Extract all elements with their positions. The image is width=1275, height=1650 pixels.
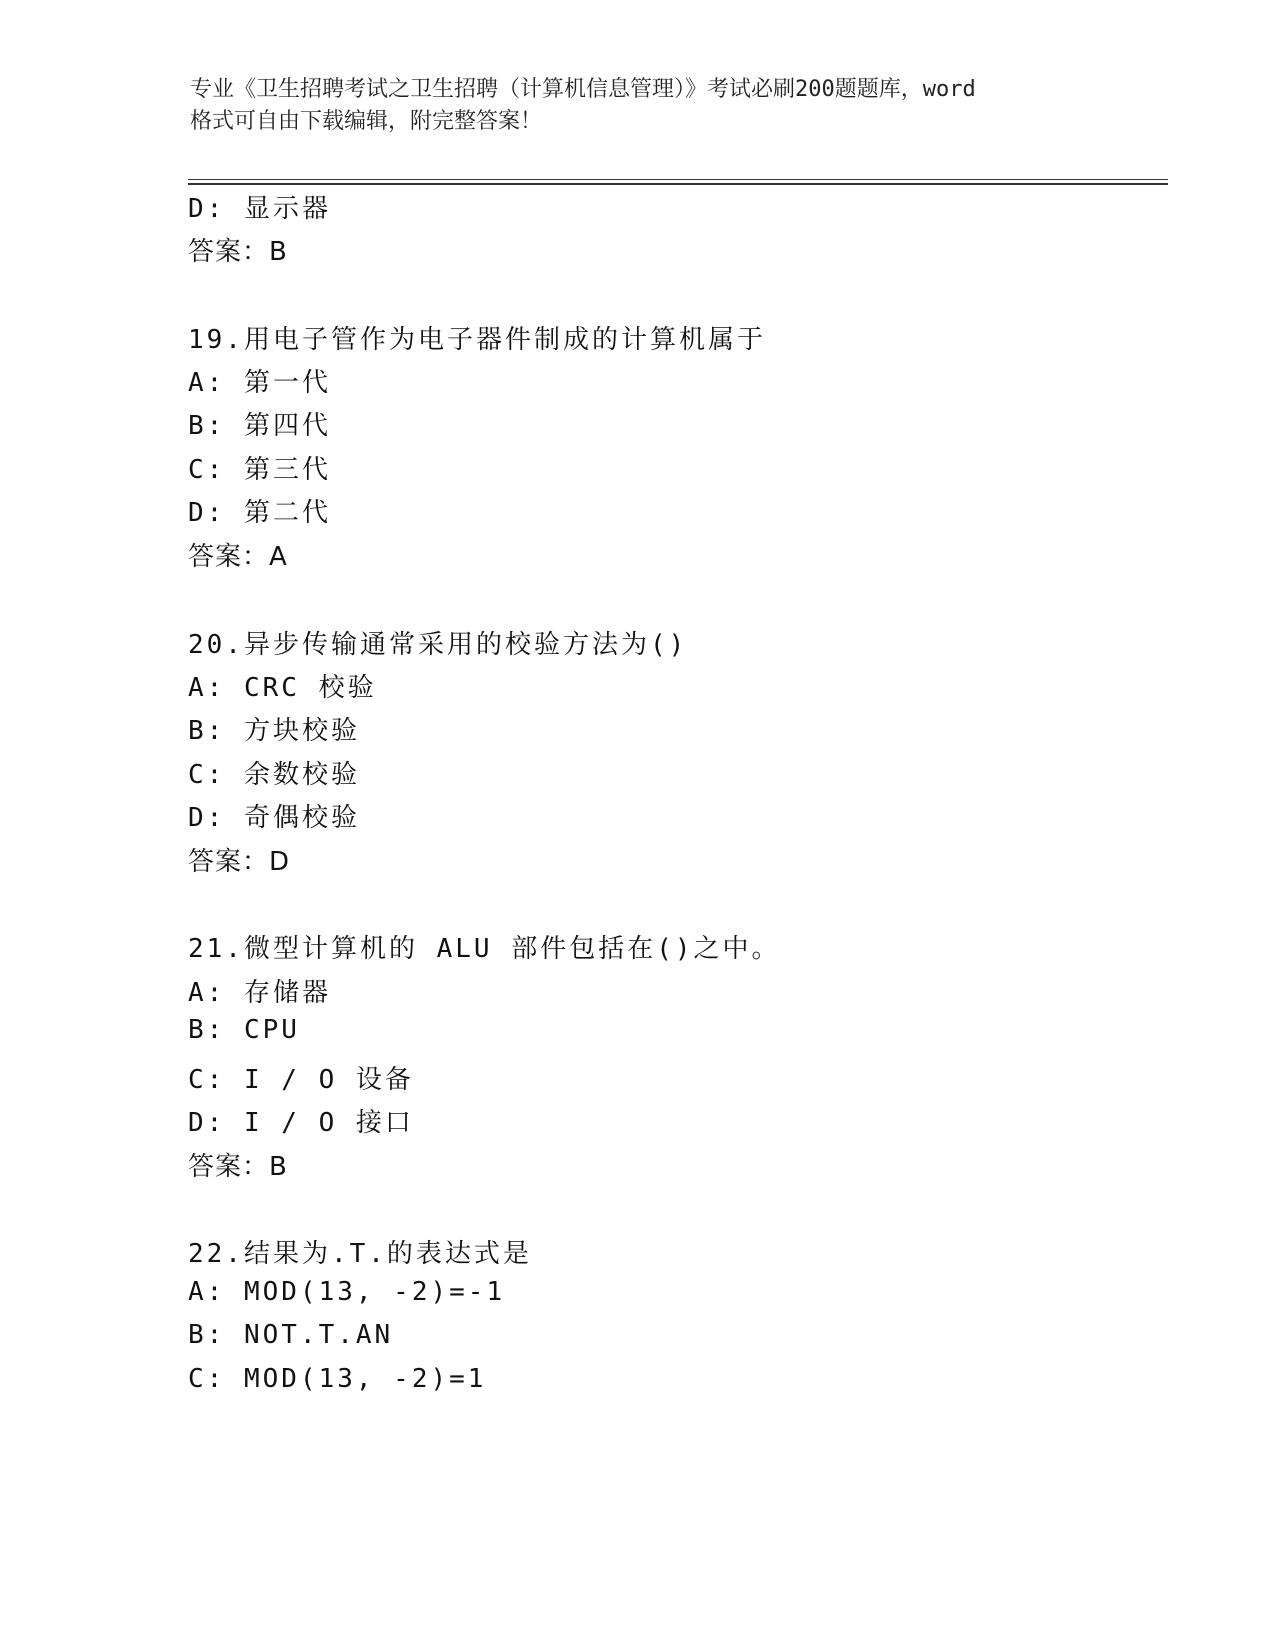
- q21-stem: 21.微型计算机的 ALU 部件包括在()之中。: [188, 934, 781, 964]
- q21-option-a: A: 存储器: [188, 978, 331, 1008]
- q19-stem: 19.用电子管作为电子器件制成的计算机属于: [188, 325, 766, 355]
- q21-option-c: C: I / O 设备: [188, 1065, 414, 1095]
- q22-option-c: C: MOD(13, -2)=1: [188, 1364, 487, 1394]
- header-line-2: 格式可自由下载编辑，附完整答案！: [190, 109, 543, 134]
- header-line-1: 专业《卫生招聘考试之卫生招聘（计算机信息管理）》考试必刷200题题库，word: [190, 77, 976, 102]
- q20-option-a: A: CRC 校验: [188, 673, 377, 703]
- document-header: [190, 74, 1110, 138]
- q19-option-a: A: 第一代: [188, 368, 331, 398]
- q20-answer: 答案：D: [188, 847, 291, 877]
- q20-option-b: B: 方块校验: [188, 716, 360, 746]
- prev-answer: 答案：B: [188, 237, 288, 267]
- prev-option-d: D: 显示器: [188, 194, 331, 224]
- q19-option-b: B: 第四代: [188, 411, 331, 441]
- q21-option-d: D: I / O 接口: [188, 1108, 414, 1138]
- q20-stem: 20.异步传输通常采用的校验方法为(): [188, 630, 688, 660]
- q19-answer: 答案：A: [188, 542, 288, 572]
- q20-option-d: D: 奇偶校验: [188, 803, 360, 833]
- q21-option-b: B: CPU: [188, 1015, 300, 1045]
- q19-option-d: D: 第二代: [188, 498, 331, 528]
- q22-option-b: B: NOT.T.AN: [188, 1320, 394, 1350]
- q22-stem: 22.结果为.T.的表达式是: [188, 1239, 532, 1269]
- header-divider-thick: [188, 183, 1168, 185]
- q21-answer: 答案：B: [188, 1152, 288, 1182]
- q20-option-c: C: 余数校验: [188, 760, 360, 790]
- q22-option-a: A: MOD(13, -2)=-1: [188, 1277, 506, 1307]
- q19-option-c: C: 第三代: [188, 455, 331, 485]
- header-divider-thin: [188, 179, 1168, 180]
